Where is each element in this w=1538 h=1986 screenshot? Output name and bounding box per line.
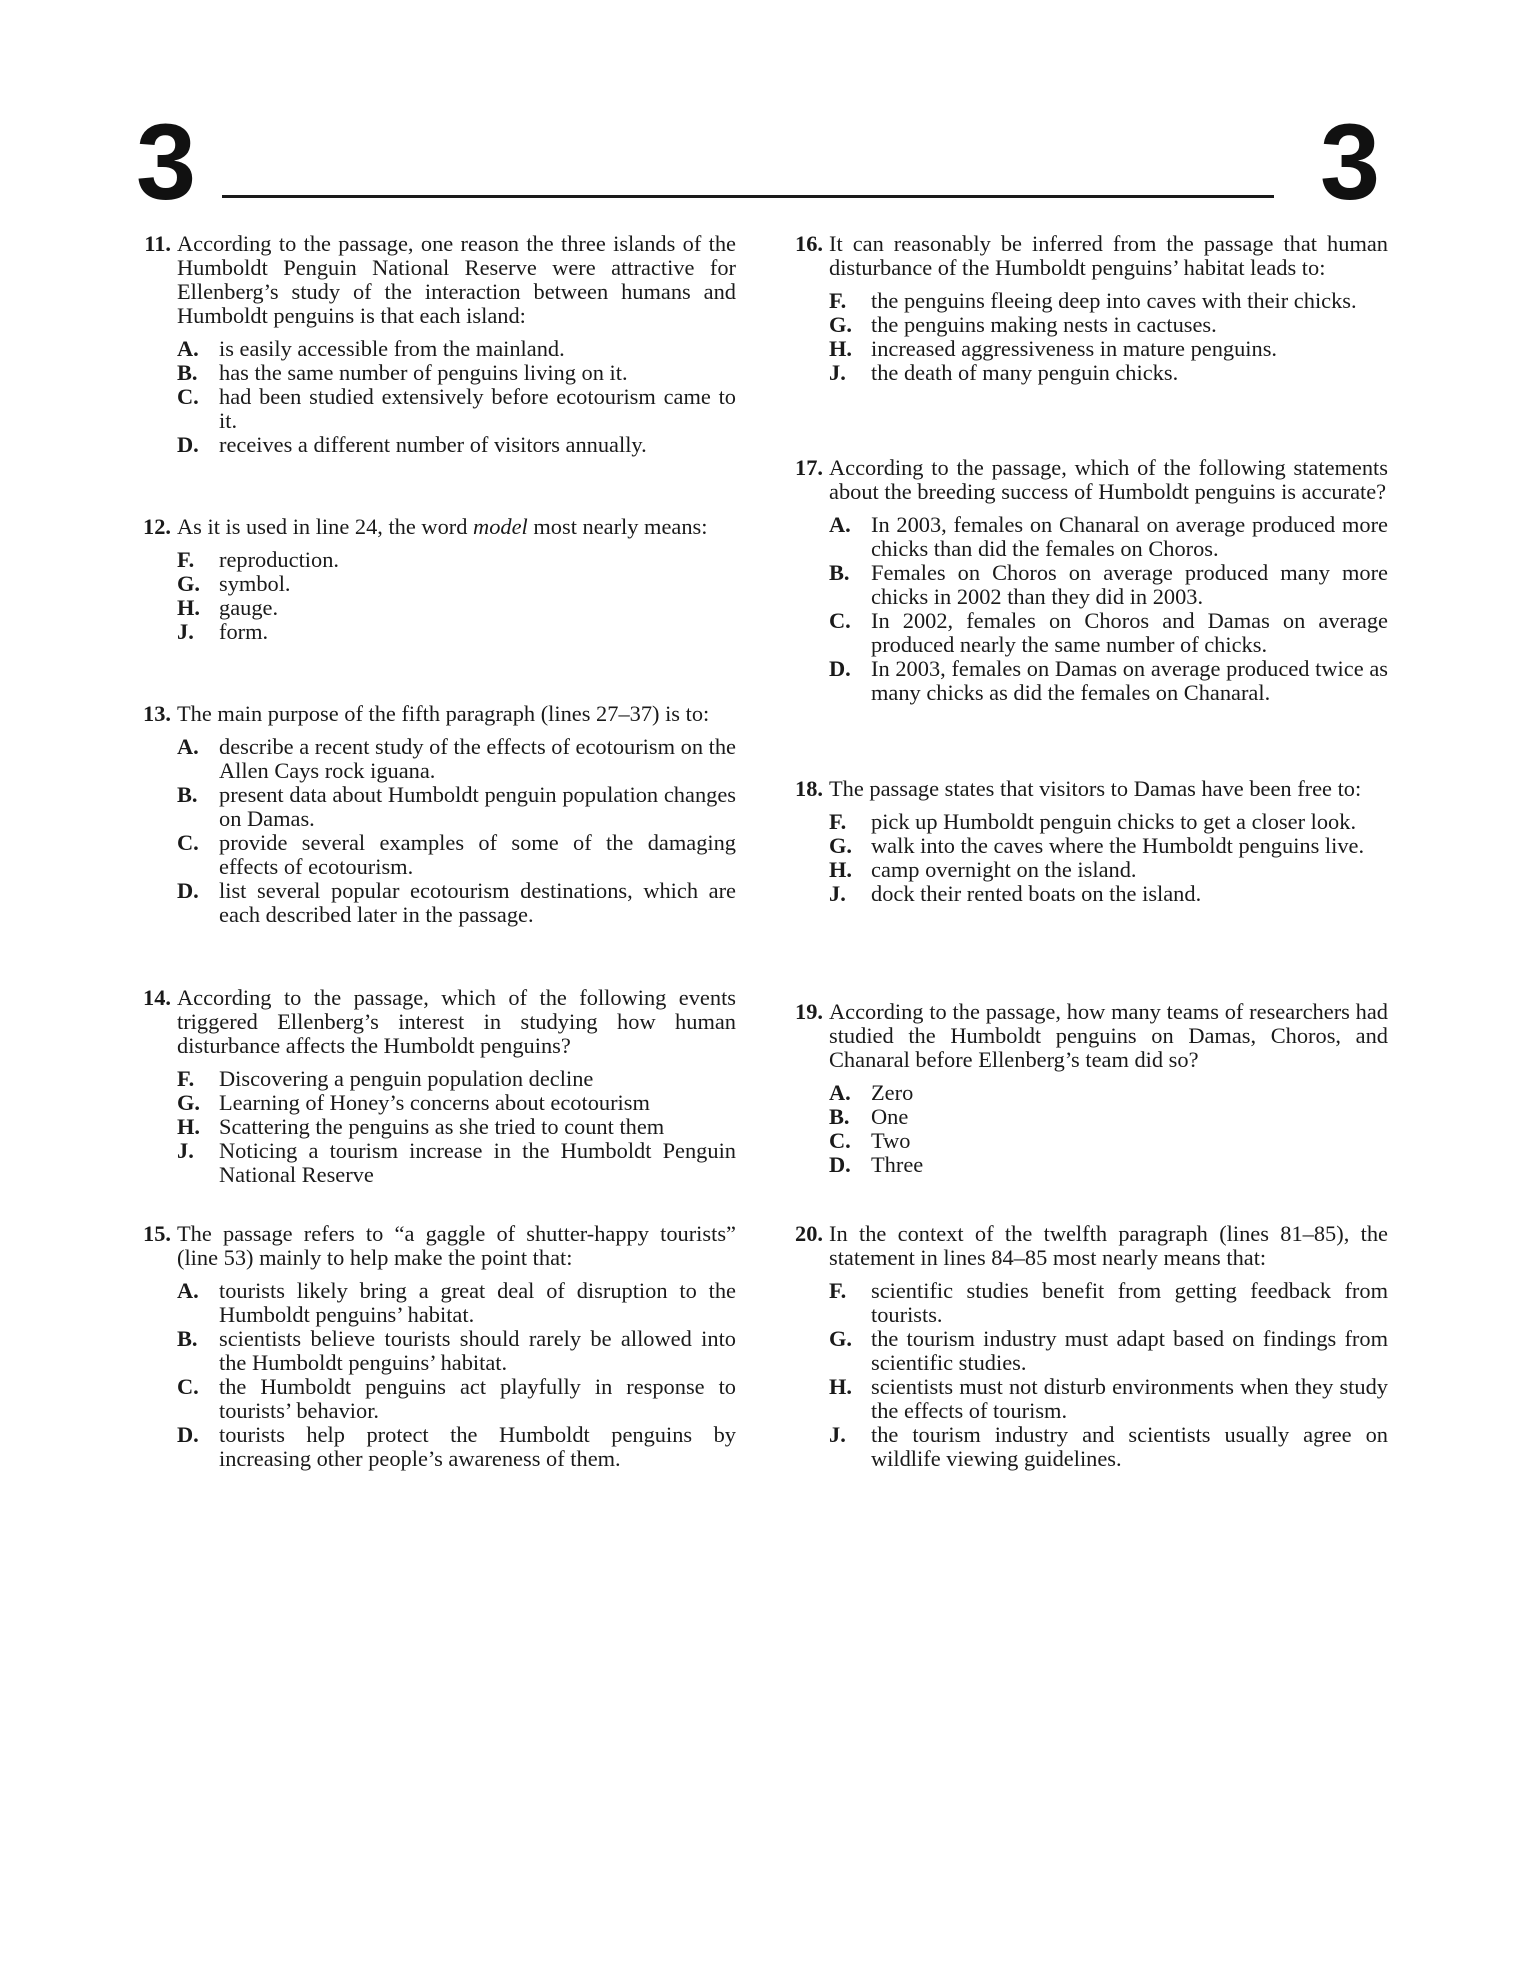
option-letter: H. [177, 595, 201, 620]
option-text: In 2002, females on Choros and Damas on average produced nearly the same number of chicks. [871, 608, 1388, 657]
answer-option-f[interactable] [829, 810, 1388, 834]
question-number: 14. [143, 985, 171, 1010]
question-13 [132, 702, 736, 927]
question-stem: The main purpose of the fifth paragraph (lines 27–37) is to: [177, 701, 710, 726]
question-stem: According to the passage, which of the following events triggered Ellenberg’s interest in studying how human disturbance affects the Humboldt penguins? [177, 985, 736, 1058]
answer-option-b[interactable] [829, 1105, 1388, 1129]
question-number: 11. [144, 231, 171, 256]
answer-option-b[interactable] [177, 1327, 736, 1375]
option-text: the tourism industry and scientists usually agree on wildlife viewing guidelines. [871, 1422, 1388, 1471]
answer-option-f[interactable] [177, 548, 736, 572]
stem-emphasis: model [473, 514, 528, 539]
answer-option-h[interactable] [829, 858, 1388, 882]
answer-option-d[interactable] [829, 1153, 1388, 1177]
option-letter: A. [177, 1278, 199, 1303]
option-text: gauge. [219, 595, 279, 620]
option-text: the penguins fleeing deep into caves with their chicks. [871, 288, 1357, 313]
option-text: camp overnight on the island. [871, 857, 1137, 882]
option-text: Females on Choros on average produced many more chicks in 2002 than they did in 2003. [871, 560, 1388, 609]
answer-option-j[interactable] [177, 1139, 736, 1187]
option-letter: A. [177, 734, 199, 759]
answer-options [829, 1081, 1388, 1177]
answer-option-d[interactable] [177, 433, 736, 457]
answer-option-g[interactable] [177, 572, 736, 596]
option-letter: A. [177, 336, 199, 361]
option-text: dock their rented boats on the island. [871, 881, 1202, 906]
option-letter: B. [829, 560, 850, 585]
answer-option-a[interactable] [829, 1081, 1388, 1105]
answer-option-j[interactable] [829, 361, 1388, 385]
stem-text: As it is used in line 24, the word [177, 514, 474, 539]
option-letter: F. [177, 1066, 195, 1091]
question-stem: According to the passage, which of the following statements about the breeding success of Humboldt penguins is accurate? [829, 455, 1388, 504]
option-letter: F. [829, 288, 847, 313]
option-text: increased aggressiveness in mature penguins. [871, 336, 1278, 361]
option-text: the Humboldt penguins act playfully in response to tourists’ behavior. [219, 1374, 736, 1423]
option-text: symbol. [219, 571, 291, 596]
option-text: has the same number of penguins living on it. [219, 360, 628, 385]
option-text: Two [871, 1128, 911, 1153]
question-12 [132, 515, 736, 644]
option-letter: G. [829, 1326, 853, 1351]
section-number-right: 3 [1320, 101, 1381, 222]
question-stem: The passage refers to “a gaggle of shutter-happy tourists” (line 53) mainly to help make the point that: [177, 1221, 736, 1270]
answer-option-f[interactable] [829, 289, 1388, 313]
option-text: present data about Humboldt penguin population changes on Damas. [219, 782, 736, 831]
question-stem: The passage states that visitors to Damas have been free to: [829, 776, 1362, 801]
answer-option-h[interactable] [829, 337, 1388, 361]
option-letter: B. [177, 782, 198, 807]
option-text: form. [219, 619, 269, 644]
option-letter: C. [177, 384, 199, 409]
option-letter: J. [829, 1422, 846, 1447]
option-letter: G. [829, 833, 853, 858]
option-text: scientists must not disturb environments when they study the effects of tourism. [871, 1374, 1388, 1423]
question-number: 13. [143, 701, 171, 726]
answer-options [829, 513, 1388, 705]
question-11 [132, 232, 736, 457]
answer-option-c[interactable] [829, 1129, 1388, 1153]
option-letter: H. [829, 857, 853, 882]
question-number: 12. [143, 514, 171, 539]
answer-option-f[interactable] [177, 1067, 736, 1091]
answer-options [177, 548, 736, 644]
option-letter: H. [829, 1374, 853, 1399]
option-text: Scattering the penguins as she tried to count them [219, 1114, 665, 1139]
answer-option-a[interactable] [177, 337, 736, 361]
answer-option-a[interactable] [177, 735, 736, 783]
answer-option-b[interactable] [829, 561, 1388, 609]
option-letter: J. [177, 1138, 194, 1163]
answer-option-d[interactable] [177, 1423, 736, 1471]
answer-option-a[interactable] [177, 1279, 736, 1327]
answer-option-j[interactable] [829, 882, 1388, 906]
answer-option-g[interactable] [829, 834, 1388, 858]
answer-option-c[interactable] [177, 385, 736, 433]
option-letter: D. [829, 656, 851, 681]
option-text: list several popular ecotourism destinations, which are each described later in the passage. [219, 878, 736, 927]
stem-text: most nearly means: [527, 514, 708, 539]
option-text: tourists help protect the Humboldt penguins by increasing other people’s awareness of them. [219, 1422, 736, 1471]
question-number: 17. [795, 455, 823, 480]
answer-options [177, 1067, 736, 1187]
option-text: provide several examples of some of the damaging effects of ecotourism. [219, 830, 736, 879]
option-letter: F. [177, 547, 195, 572]
answer-options [829, 810, 1388, 906]
question-18 [784, 777, 1388, 906]
question-number: 16. [795, 231, 823, 256]
header-rule [222, 195, 1274, 198]
option-text: the death of many penguin chicks. [871, 360, 1179, 385]
option-letter: D. [177, 878, 199, 903]
option-letter: F. [829, 809, 847, 834]
answer-option-f[interactable] [829, 1279, 1388, 1327]
option-letter: J. [829, 360, 846, 385]
option-text: the tourism industry must adapt based on findings from scientific studies. [871, 1326, 1388, 1375]
question-stem: According to the passage, one reason the three islands of the Humboldt Penguin National Reserve were attractive for Ellenberg’s study of the interaction between humans and Humboldt penguins is that each island: [177, 231, 736, 328]
section-number-left: 3 [136, 101, 197, 222]
answer-options [177, 1279, 736, 1471]
question-14 [132, 986, 736, 1187]
question-number: 15. [143, 1221, 171, 1246]
question-16 [784, 232, 1388, 385]
option-text: pick up Humboldt penguin chicks to get a closer look. [871, 809, 1357, 834]
option-text: One [871, 1104, 909, 1129]
option-letter: H. [829, 336, 853, 361]
answer-option-c[interactable] [177, 831, 736, 879]
answer-options [177, 735, 736, 927]
option-letter: C. [177, 1374, 199, 1399]
option-letter: G. [829, 312, 853, 337]
option-text: had been studied extensively before ecotourism came to it. [219, 384, 736, 433]
option-text: Learning of Honey’s concerns about ecotourism [219, 1090, 650, 1115]
option-letter: J. [829, 881, 846, 906]
answer-option-b[interactable] [177, 361, 736, 385]
option-text: walk into the caves where the Humboldt penguins live. [871, 833, 1365, 858]
question-stem [177, 515, 736, 539]
answer-option-j[interactable] [829, 1423, 1388, 1471]
option-text: In 2003, females on Damas on average produced twice as many chicks as did the females on Chanaral. [871, 656, 1388, 705]
question-stem: According to the passage, how many teams of researchers had studied the Humboldt penguins on Damas, Choros, and Chanaral before Ellenberg’s team did so? [829, 999, 1388, 1072]
option-letter: C. [177, 830, 199, 855]
question-17 [784, 456, 1388, 705]
question-19 [784, 1000, 1388, 1177]
option-text: reproduction. [219, 547, 339, 572]
answer-option-h[interactable] [177, 596, 736, 620]
option-text: Noticing a tourism increase in the Humboldt Penguin National Reserve [219, 1138, 736, 1187]
option-letter: G. [177, 571, 201, 596]
option-letter: C. [829, 1128, 851, 1153]
option-text: In 2003, females on Chanaral on average produced more chicks than did the females on Choros. [871, 512, 1388, 561]
option-letter: B. [829, 1104, 850, 1129]
answer-option-d[interactable] [829, 657, 1388, 705]
option-letter: F. [829, 1278, 847, 1303]
answer-option-g[interactable] [177, 1091, 736, 1115]
question-stem: It can reasonably be inferred from the passage that human disturbance of the Humboldt penguins’ habitat leads to: [829, 231, 1388, 280]
option-text: Discovering a penguin population decline [219, 1066, 594, 1091]
option-letter: C. [829, 608, 851, 633]
answer-option-g[interactable] [829, 1327, 1388, 1375]
answer-options [177, 337, 736, 457]
question-number: 18. [795, 776, 823, 801]
option-text: Three [871, 1152, 924, 1177]
option-text: tourists likely bring a great deal of disruption to the Humboldt penguins’ habitat. [219, 1278, 736, 1327]
question-stem: In the context of the twelfth paragraph (lines 81–85), the statement in lines 84–85 most nearly means that: [829, 1221, 1388, 1270]
question-20 [784, 1222, 1388, 1471]
option-letter: G. [177, 1090, 201, 1115]
option-letter: B. [177, 360, 198, 385]
question-number: 20. [795, 1221, 823, 1246]
option-letter: A. [829, 1080, 851, 1105]
answer-option-h[interactable] [177, 1115, 736, 1139]
answer-options [829, 289, 1388, 385]
option-text: is easily accessible from the mainland. [219, 336, 565, 361]
answer-option-b[interactable] [177, 783, 736, 831]
option-text: describe a recent study of the effects of ecotourism on the Allen Cays rock iguana. [219, 734, 736, 783]
question-15 [132, 1222, 736, 1471]
option-text: the penguins making nests in cactuses. [871, 312, 1217, 337]
answer-option-h[interactable] [829, 1375, 1388, 1423]
answer-option-a[interactable] [829, 513, 1388, 561]
option-text: scientists believe tourists should rarely be allowed into the Humboldt penguins’ habitat. [219, 1326, 736, 1375]
option-letter: J. [177, 619, 194, 644]
option-letter: B. [177, 1326, 198, 1351]
answer-option-c[interactable] [829, 609, 1388, 657]
option-letter: D. [177, 432, 199, 457]
answer-option-c[interactable] [177, 1375, 736, 1423]
option-letter: A. [829, 512, 851, 537]
option-text: scientific studies benefit from getting feedback from tourists. [871, 1278, 1388, 1327]
question-number: 19. [795, 999, 823, 1024]
answer-options [829, 1279, 1388, 1471]
option-letter: D. [829, 1152, 851, 1177]
option-letter: H. [177, 1114, 201, 1139]
option-text: Zero [871, 1080, 914, 1105]
answer-option-j[interactable] [177, 620, 736, 644]
answer-option-d[interactable] [177, 879, 736, 927]
answer-option-g[interactable] [829, 313, 1388, 337]
option-letter: D. [177, 1422, 199, 1447]
option-text: receives a different number of visitors annually. [219, 432, 647, 457]
